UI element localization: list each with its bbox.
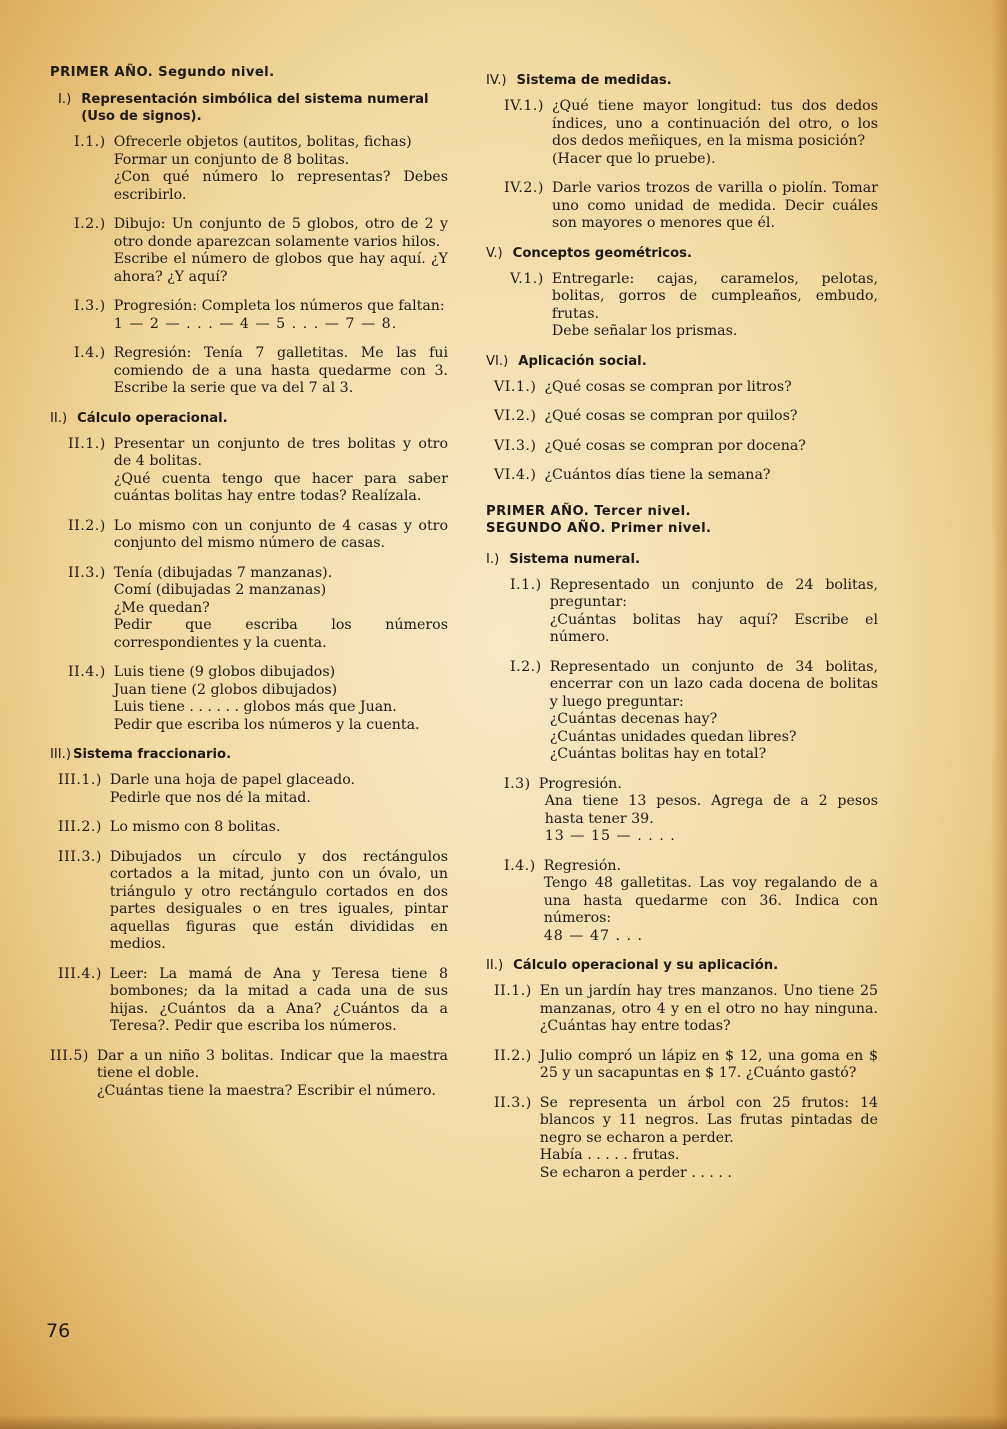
exercise-item bbox=[486, 180, 878, 233]
exercise-text bbox=[110, 849, 448, 954]
exercise-number: I.2.) bbox=[510, 658, 542, 675]
exercise-text bbox=[114, 565, 448, 653]
exercise-line: Representado un conjunto de 34 bolitas, encerrar con un lazo cada docena de bolitas y luego preguntar: bbox=[549, 658, 878, 710]
section-title bbox=[486, 551, 878, 568]
exercise-number: I.2.) bbox=[74, 216, 106, 232]
section-heading: PRIMER AÑO. Segundo nivel. bbox=[50, 65, 275, 80]
exercise-number: I.3.) bbox=[74, 298, 106, 314]
exercise-line: ¿Cuántos días tiene la semana? bbox=[544, 467, 771, 483]
section-title bbox=[486, 957, 878, 974]
number-sequence: 1 — 2 — . . . — 4 — 5 . . . — 7 — 8. bbox=[113, 315, 398, 332]
exercise-number: VI.3.) bbox=[494, 437, 537, 454]
exercise-item bbox=[50, 1048, 448, 1101]
exercise-line: Regresión: Tenía 7 galletitas. Me las fui comiendo de a una hasta quedarme con 3. Escribe la serie que va del 7 al 3. bbox=[113, 345, 448, 396]
section-title-text: Sistema numeral. bbox=[509, 551, 640, 567]
exercise-text bbox=[114, 518, 448, 553]
exercise-line: ¿Qué cosas se compran por docena? bbox=[544, 437, 806, 454]
exercise-text bbox=[544, 438, 878, 456]
exercise-item bbox=[50, 518, 448, 553]
exercise-item bbox=[50, 345, 448, 398]
exercise-item bbox=[486, 577, 878, 647]
section-title bbox=[50, 410, 448, 427]
exercise-text bbox=[552, 98, 878, 168]
exercise-line: Se echaron a perder . . . . . bbox=[539, 1164, 732, 1181]
exercise-text bbox=[114, 216, 448, 286]
section-title bbox=[50, 91, 448, 125]
exercise-text bbox=[550, 577, 878, 647]
exercise-item bbox=[50, 819, 448, 837]
exercise-line: Luis tiene (9 globos dibujados) bbox=[113, 664, 336, 680]
exercise-number: II.3.) bbox=[494, 1094, 532, 1111]
number-sequence: 48 — 47 . . . bbox=[543, 927, 644, 944]
exercise-item bbox=[50, 565, 448, 653]
exercise-item bbox=[486, 659, 878, 764]
exercise-text bbox=[540, 983, 878, 1036]
exercise-number: II.4.) bbox=[68, 664, 106, 680]
section-label: II.) bbox=[486, 958, 504, 973]
exercise-line: Progresión: Completa los números que faltan: bbox=[113, 298, 445, 314]
section-label: IV.) bbox=[486, 73, 507, 88]
section-title-text: Sistema fraccionario. bbox=[73, 747, 232, 762]
level-heading-line: PRIMER AÑO. Tercer nivel. bbox=[486, 503, 691, 519]
section-label: I.) bbox=[58, 92, 72, 107]
section-title bbox=[486, 245, 878, 262]
exercise-number: VI.1.) bbox=[494, 378, 537, 395]
exercise-item bbox=[486, 858, 878, 946]
section-title bbox=[50, 746, 448, 763]
exercise-number: III.5) bbox=[50, 1047, 89, 1064]
exercise-line: Ofrecerle objetos (autitos, bolitas, fichas) bbox=[113, 134, 412, 150]
exercise-line: ¿Me quedan? bbox=[113, 599, 210, 616]
exercise-item bbox=[486, 271, 878, 341]
exercise-number: I.4.) bbox=[74, 345, 106, 361]
exercise-text bbox=[540, 1048, 878, 1083]
exercise-item bbox=[486, 776, 878, 846]
exercise-line: ¿Cuántas tiene la maestra? Escribir el número. bbox=[96, 1082, 436, 1099]
exercise-line: ¿Qué cuenta tengo que hacer para saber cuántas bolitas hay entre todas? Realízala. bbox=[113, 470, 448, 504]
exercise-number: VI.2.) bbox=[494, 408, 537, 424]
exercise-text bbox=[114, 345, 448, 398]
exercise-line: ¿Con qué número lo representas? Debes escribirlo. bbox=[113, 169, 448, 203]
exercise-number: I.1.) bbox=[510, 576, 542, 593]
exercise-item bbox=[50, 436, 448, 506]
exercise-text bbox=[544, 379, 878, 397]
exercise-item bbox=[486, 408, 878, 426]
exercise-number: I.3) bbox=[504, 775, 531, 792]
exercise-item bbox=[486, 1048, 878, 1083]
exercise-number: V.1.) bbox=[510, 270, 544, 287]
exercise-text bbox=[539, 776, 878, 846]
exercise-item bbox=[486, 467, 878, 485]
exercise-text bbox=[114, 298, 448, 333]
exercise-number: III.4.) bbox=[58, 965, 102, 982]
exercise-item bbox=[50, 966, 448, 1036]
exercise-line: Darle varios trozos de varilla o piolín. Tomar uno como unidad de medida. Decir cuáles son mayores o menores que él. bbox=[551, 180, 878, 231]
exercise-text bbox=[544, 467, 878, 485]
exercise-line: Dibujados un círculo y dos rectángulos cortados a la mitad, junto con un óvalo, un triángulo y otro rectángulo cortados en dos partes desiguales o en tres iguales, pintar aquellas figuras que están divididas en medios. bbox=[109, 848, 448, 952]
exercise-item bbox=[486, 438, 878, 456]
exercise-line: Luis tiene . . . . . . globos más que Juan. bbox=[113, 699, 397, 715]
section-label: V.) bbox=[486, 245, 503, 261]
exercise-line: Pedir que escriba los números correspondientes y la cuenta. bbox=[113, 617, 448, 651]
exercise-text bbox=[114, 664, 448, 734]
exercise-line: Pedirle que nos dé la mitad. bbox=[109, 789, 311, 806]
page-edge-shadow bbox=[0, 1415, 1007, 1429]
level-heading bbox=[486, 503, 878, 537]
exercise-text bbox=[110, 772, 448, 807]
number-sequence: 13 — 15 — . . . . bbox=[544, 828, 676, 844]
exercise-text bbox=[550, 659, 878, 764]
exercise-number: I.4.) bbox=[504, 857, 536, 874]
exercise-number: II.2.) bbox=[68, 517, 106, 534]
exercise-line: Lo mismo con 8 bolitas. bbox=[109, 819, 281, 835]
exercise-item bbox=[50, 134, 448, 204]
exercise-line: Regresión. bbox=[543, 857, 622, 874]
section-label: I.) bbox=[486, 551, 500, 567]
exercise-number: VI.4.) bbox=[494, 467, 537, 483]
level-heading-line: SEGUNDO AÑO. Primer nivel. bbox=[486, 520, 712, 536]
exercise-line: Dibujo: Un conjunto de 5 globos, otro de 2 y otro donde aparezcan solamente varios hilos. bbox=[113, 216, 448, 250]
exercise-line: Tengo 48 galletitas. Las voy regalando de a una hasta quedarme con 36. Indica con números: bbox=[543, 875, 878, 926]
exercise-line: ¿Cuántas unidades quedan libres? bbox=[549, 728, 797, 745]
section-title bbox=[486, 72, 878, 89]
page-number: 76 bbox=[46, 1320, 71, 1342]
exercise-line: Había . . . . . frutas. bbox=[539, 1147, 680, 1163]
exercise-line: Escribe el número de globos que hay aquí. ¿Y ahora? ¿Y aquí? bbox=[113, 251, 448, 285]
exercise-line: ¿Qué cosas se compran por litros? bbox=[544, 378, 792, 395]
exercise-number: III.3.) bbox=[58, 848, 102, 865]
exercise-line: ¿Qué cosas se compran por quilos? bbox=[544, 408, 798, 424]
exercise-number: II.1.) bbox=[494, 983, 532, 999]
exercise-text bbox=[552, 271, 878, 341]
exercise-line: Darle una hoja de papel glaceado. bbox=[109, 772, 356, 788]
section-title-text: Aplicación social. bbox=[518, 353, 647, 369]
exercise-number: II.3.) bbox=[68, 564, 106, 581]
exercise-text bbox=[540, 1095, 878, 1183]
exercise-item bbox=[486, 379, 878, 397]
exercise-line: Comí (dibujadas 2 manzanas) bbox=[113, 582, 327, 598]
exercise-line: Representado un conjunto de 24 bolitas, preguntar: bbox=[549, 576, 878, 610]
exercise-line: ¿Cuántas bolitas hay aquí? Escribe el número. bbox=[549, 611, 878, 645]
exercise-line: Se representa un árbol con 25 frutos: 14 blancos y 11 negros. Las frutas pintadas de negro se echaron a perder. bbox=[539, 1094, 878, 1146]
exercise-text bbox=[552, 180, 878, 233]
exercise-item bbox=[50, 298, 448, 333]
section-label: II.) bbox=[50, 410, 68, 426]
left-column bbox=[50, 64, 448, 1112]
exercise-number: III.1.) bbox=[58, 772, 102, 788]
exercise-item bbox=[486, 1095, 878, 1183]
exercise-number: IV.2.) bbox=[504, 180, 544, 196]
exercise-line: Entregarle: cajas, caramelos, pelotas, bolitas, gorros de cumpleaños, embudo, frutas. bbox=[551, 270, 878, 322]
section-label: VI.) bbox=[486, 353, 509, 369]
right-column bbox=[486, 64, 878, 1194]
exercise-line: ¿Qué tiene mayor longitud: tus dos dedos índices, uno a continuación del otro, o los dos dedos meñiques, en la misma posición? bbox=[551, 98, 878, 149]
exercise-number: II.1.) bbox=[68, 435, 106, 452]
exercise-text bbox=[97, 1048, 448, 1101]
section-title-text: Conceptos geométricos. bbox=[512, 245, 692, 261]
exercise-line: Pedir que escriba los números y la cuenta. bbox=[113, 716, 420, 733]
exercise-line: Presentar un conjunto de tres bolitas y otro de 4 bolitas. bbox=[113, 435, 448, 469]
exercise-text bbox=[544, 408, 878, 426]
exercise-line: (Hacer que lo pruebe). bbox=[551, 150, 716, 167]
section-title-text: Representación simbólica del sistema numeral (Uso de signos). bbox=[81, 92, 429, 124]
exercise-line: Dar a un niño 3 bolitas. Indicar que la maestra tiene el doble. bbox=[96, 1047, 448, 1081]
exercise-line: Lo mismo con un conjunto de 4 casas y otro conjunto del mismo número de casas. bbox=[113, 517, 448, 551]
section-title bbox=[486, 353, 878, 370]
section-title-text: Cálculo operacional. bbox=[77, 410, 228, 426]
section-title-text: Sistema de medidas. bbox=[516, 73, 672, 88]
exercise-line: ¿Cuántas decenas hay? bbox=[549, 711, 718, 727]
exercise-line: En un jardín hay tres manzanos. Uno tiene 25 manzanas, otro 4 y en el otro no hay ninguna. ¿Cuántas hay entre todas? bbox=[539, 983, 878, 1034]
exercise-number: I.1.) bbox=[74, 134, 106, 150]
page-edge-shadow bbox=[991, 0, 1007, 1429]
exercise-text bbox=[544, 858, 878, 946]
exercise-line: Debe señalar los prismas. bbox=[551, 323, 738, 339]
exercise-line: Juan tiene (2 globos dibujados) bbox=[113, 681, 338, 698]
exercise-number: III.2.) bbox=[58, 819, 102, 835]
exercise-item bbox=[486, 983, 878, 1036]
exercise-item bbox=[50, 664, 448, 734]
exercise-item bbox=[50, 849, 448, 954]
exercise-line: Ana tiene 13 pesos. Agrega de a 2 pesos hasta tener 39. bbox=[544, 793, 878, 827]
exercise-line: Formar un conjunto de 8 bolitas. bbox=[113, 151, 350, 168]
section-title-text: Cálculo operacional y su aplicación. bbox=[513, 958, 779, 973]
exercise-line: Leer: La mamá de Ana y Teresa tiene 8 bombones; da la mitad a cada una de sus hijas. ¿Cuántos da a Ana? ¿Cuántos da a Teresa?. Pedir que escriba los números. bbox=[109, 965, 448, 1034]
exercise-line: ¿Cuántas bolitas hay en total? bbox=[549, 746, 767, 762]
exercise-item bbox=[50, 216, 448, 286]
exercise-text bbox=[110, 819, 448, 837]
exercise-text bbox=[110, 966, 448, 1036]
exercise-line: Tenía (dibujadas 7 manzanas). bbox=[113, 564, 333, 581]
exercise-text bbox=[114, 134, 448, 204]
exercise-item bbox=[50, 772, 448, 807]
exercise-line: Progresión. bbox=[538, 775, 622, 792]
exercise-number: II.2.) bbox=[494, 1047, 532, 1064]
section-label: III.) bbox=[50, 747, 72, 762]
exercise-text bbox=[114, 436, 448, 506]
exercise-line: Julio compró un lápiz en $ 12, una goma en $ 25 y un sacapuntas en $ 17. ¿Cuánto gastó? bbox=[539, 1047, 878, 1081]
exercise-number: IV.1.) bbox=[504, 98, 544, 114]
exercise-item bbox=[486, 98, 878, 168]
